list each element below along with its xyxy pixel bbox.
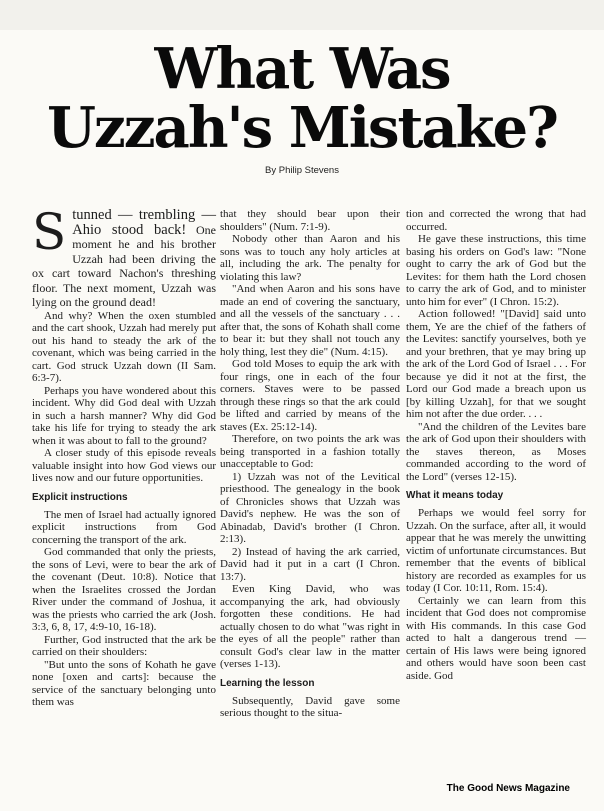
paragraph: 2) Instead of having the ark carried, David had it put in a cart (I Chron. 13:7). <box>220 545 400 583</box>
page-title-line-1: What Was <box>154 36 450 102</box>
paragraph: tion and corrected the wrong that had occurred. <box>406 208 586 233</box>
page-title-line-2: Uzzah's Mistake? <box>47 95 557 161</box>
paragraph: Perhaps you have wondered about this incident. Why did God deal with Uzzah in such a harsh manner? Why did God take his life for trying to steady the ark when it was about to fall to the ground? <box>32 384 216 447</box>
paragraph: A closer study of this episode reveals valuable insight into how God views our lives now and our future opportunities. <box>32 447 216 484</box>
lead-rest-text: One moment he and his brother Uzzah had been driving the ox cart toward Nachon's threshing floor. The next moment, Uzzah was lying on the ground dead! <box>32 222 217 309</box>
column-2 <box>220 208 400 720</box>
paragraph: Nobody other than Aaron and his sons was to touch any holy articles at all, including the ark. The penalty for violating this law? <box>220 233 400 283</box>
paragraph: "And when Aaron and his sons have made an end of covering the sanctuary, and all the vessels of the sanctuary . . . after that, the sons of Kohath shall come to bear it: but they shall not touch any holy thing, lest they die" (Num. 4:15). <box>220 283 400 358</box>
lead-text: tunned — trembling — Ahio stood back! <box>72 207 216 238</box>
paragraph: And why? When the oxen stumbled and the cart shook, Uzzah had merely put out his hand to steady the ark of the covenant, which was being carried in the cart. God struck Uzzah down (II Sam. 6:3-7). <box>32 309 216 384</box>
paragraph: Therefore, on two points the ark was being transported in a fashion totally unacceptable to God: <box>220 433 400 470</box>
paragraph: God told Moses to equip the ark with four rings, one in each of the four corners. Staves were to be passed through these rings so that the ark could be lifted and carried by means of the staves (Ex. 25:12-14). <box>220 358 400 433</box>
paragraph: Subsequently, David gave some serious thought to the situa- <box>220 694 400 719</box>
paragraph: Action followed! "[David] said unto them, Ye are the chief of the fathers of the Levites: sanctify yourselves, both ye and your brethren, that ye may bring up the ark of the Lord God of Israel . . . For because ye did it not at the first, the Lord our God made a breach upon us [by killing Uzzah], for that we sought him not after the due order. . . . <box>406 308 586 420</box>
section-heading: Learning the lesson <box>220 677 315 689</box>
paragraph: Even King David, who was accompanying the ark, had obviously forgotten these conditions. He had actually chosen to do what "was right in the eyes of all the people" rather than consult God's clear law in the matter (verses 1-13). <box>220 583 400 670</box>
paragraph: The men of Israel had actually ignored explicit instructions from God concerning the transport of the ark. <box>32 508 216 546</box>
section-heading: What it means today <box>406 490 504 501</box>
byline: By Philip Stevens <box>265 165 339 176</box>
top-bleed-strip <box>0 0 604 30</box>
paragraph: Perhaps we would feel sorry for Uzzah. On the surface, after all, it would appear that he was merely the unwitting victim of unfortunate circumstances. But remember that the events of biblical history are recorded as examples for us today (I Cor. 10:11, Rom. 15:4). <box>406 507 586 594</box>
column-1 <box>32 203 217 709</box>
paragraph: that they should bear upon their shoulders" (Num. 7:1-9). <box>220 208 400 233</box>
paragraph: 1) Uzzah was not of the Levitical priesthood. The genealogy in the book of Chronicles shows that Uzzah was David's nephew. He was the son of Abinadab, David's brother (I Chron. 2:13). <box>220 470 400 545</box>
paragraph: God commanded that only the priests, the sons of Levi, were to bear the ark of the covenant (Deut. 10:8). Notice that when the Israelites crossed the Jordan River under the command of Joshua, it was the priests who carried the ark (Josh. 3:3, 6, 8, 17, 4:9-10, 16-18). <box>32 546 216 633</box>
paragraph: Further, God instructed that the ark be carried on their shoulders: <box>32 633 216 658</box>
section-heading: Explicit instructions <box>32 491 128 503</box>
column-3 <box>406 208 586 682</box>
paragraph: "But unto the sons of Kohath he gave none [oxen and carts]: because the service of the sanctuary belonging unto them was <box>32 658 216 708</box>
paragraph: Certainly we can learn from this incident that God does not compromise with His commands. In this case God acted to halt a dangerous trend — certain of His laws were being ignored and others would have soon been cast aside. God <box>406 594 586 682</box>
paragraph: He gave these instructions, this time basing his orders on God's law: "None ought to carry the ark of God but the Levites: for them hath the Lord chosen to carry the ark of God, and to minister unto him for ever" (I Chron. 15:2). <box>406 233 586 308</box>
magazine-footer: The Good News Magazine <box>446 783 570 794</box>
drop-cap: S <box>32 203 67 261</box>
paragraph: "And the children of the Levites bare the ark of God upon their shoulders with the staves thereon, as Moses commanded according to the word of the Lord" (verses 12-15). <box>406 420 586 483</box>
